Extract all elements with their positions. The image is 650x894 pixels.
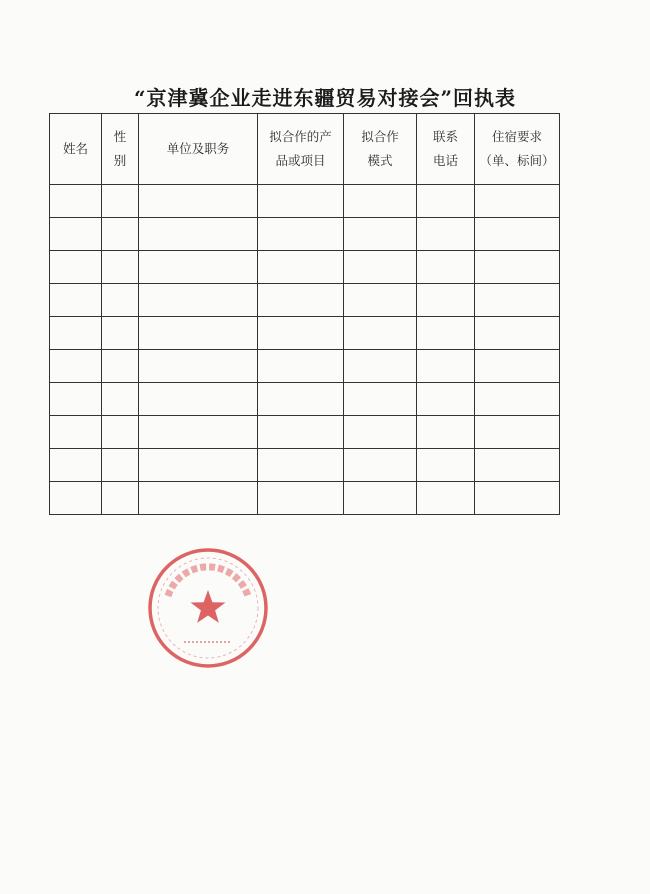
table-cell xyxy=(139,185,258,218)
table-cell xyxy=(475,218,560,251)
table-cell xyxy=(417,218,475,251)
table-cell xyxy=(344,350,417,383)
table-cell xyxy=(344,482,417,515)
table-cell xyxy=(139,350,258,383)
table-cell xyxy=(102,185,139,218)
header-phone xyxy=(417,114,475,185)
table-cell xyxy=(258,482,344,515)
table-cell xyxy=(417,482,475,515)
table-row xyxy=(50,383,560,416)
table-cell xyxy=(102,449,139,482)
table-cell xyxy=(417,350,475,383)
table-cell xyxy=(50,185,102,218)
table-cell xyxy=(475,185,560,218)
table-cell xyxy=(50,416,102,449)
table-cell xyxy=(344,284,417,317)
table-cell xyxy=(102,350,139,383)
table-cell xyxy=(475,482,560,515)
header-products-line2: 品或项目 xyxy=(275,153,326,168)
header-mode-line2: 模式 xyxy=(367,153,393,168)
header-products xyxy=(258,114,344,185)
header-lodging-line2: （单、标间） xyxy=(479,153,555,168)
table-cell xyxy=(344,185,417,218)
header-gender xyxy=(102,114,139,185)
table-cell xyxy=(139,218,258,251)
table-cell xyxy=(50,284,102,317)
table-cell xyxy=(102,317,139,350)
table-cell xyxy=(139,449,258,482)
table-cell xyxy=(417,284,475,317)
table-cell xyxy=(475,317,560,350)
table-cell xyxy=(344,416,417,449)
header-gender-line1: 性 xyxy=(113,129,127,144)
header-phone-line2: 电话 xyxy=(432,153,458,168)
table-cell xyxy=(417,251,475,284)
table-cell xyxy=(50,383,102,416)
table-cell xyxy=(344,449,417,482)
table-cell xyxy=(417,383,475,416)
table-cell xyxy=(417,449,475,482)
table-cell xyxy=(139,251,258,284)
reply-form-table xyxy=(49,113,560,515)
table-cell xyxy=(417,416,475,449)
header-products-line1: 拟合作的产 xyxy=(269,129,332,144)
table-cell xyxy=(139,317,258,350)
table-cell xyxy=(50,317,102,350)
table-cell xyxy=(258,449,344,482)
table-cell xyxy=(102,383,139,416)
table-cell xyxy=(258,251,344,284)
table-cell xyxy=(102,218,139,251)
table-row xyxy=(50,449,560,482)
table-cell xyxy=(50,449,102,482)
table-cell xyxy=(475,284,560,317)
table-cell xyxy=(258,284,344,317)
table-cell xyxy=(258,416,344,449)
table-cell xyxy=(139,482,258,515)
table-cell xyxy=(139,284,258,317)
table-cell xyxy=(50,251,102,284)
table-cell xyxy=(344,383,417,416)
header-mode-line1: 拟合作 xyxy=(361,129,399,144)
table-cell xyxy=(417,317,475,350)
header-name: 姓名 xyxy=(50,114,102,185)
table-header-row xyxy=(50,114,560,185)
table-cell xyxy=(258,185,344,218)
header-lodging xyxy=(475,114,560,185)
table-cell xyxy=(258,317,344,350)
header-phone-line1: 联系 xyxy=(432,129,458,144)
table-cell xyxy=(50,482,102,515)
table-row xyxy=(50,482,560,515)
table-cell xyxy=(258,350,344,383)
table-cell xyxy=(102,284,139,317)
table-row xyxy=(50,317,560,350)
document-title: “京津冀企业走进东疆贸易对接会”回执表 xyxy=(133,86,516,110)
table-cell xyxy=(139,416,258,449)
table-row xyxy=(50,251,560,284)
table-cell xyxy=(344,218,417,251)
table-row xyxy=(50,284,560,317)
table-cell xyxy=(258,218,344,251)
table-cell xyxy=(475,383,560,416)
header-mode xyxy=(344,114,417,185)
table-cell xyxy=(417,185,475,218)
table-cell xyxy=(475,416,560,449)
table-cell xyxy=(344,317,417,350)
table-cell xyxy=(102,416,139,449)
table-cell xyxy=(258,383,344,416)
table-cell xyxy=(344,251,417,284)
table-cell xyxy=(102,251,139,284)
table-cell xyxy=(50,350,102,383)
header-lodging-line1: 住宿要求 xyxy=(491,129,542,144)
table-cell xyxy=(139,383,258,416)
table-cell xyxy=(475,350,560,383)
table-row xyxy=(50,350,560,383)
table-body xyxy=(50,185,560,515)
table-row xyxy=(50,185,560,218)
red-star-seal-icon xyxy=(146,546,270,670)
table-cell xyxy=(475,251,560,284)
table-cell xyxy=(475,449,560,482)
table-cell xyxy=(50,218,102,251)
table-row xyxy=(50,416,560,449)
header-org-position: 单位及职务 xyxy=(139,114,258,185)
header-gender-line2: 别 xyxy=(113,153,127,168)
table-cell xyxy=(102,482,139,515)
table-row xyxy=(50,218,560,251)
